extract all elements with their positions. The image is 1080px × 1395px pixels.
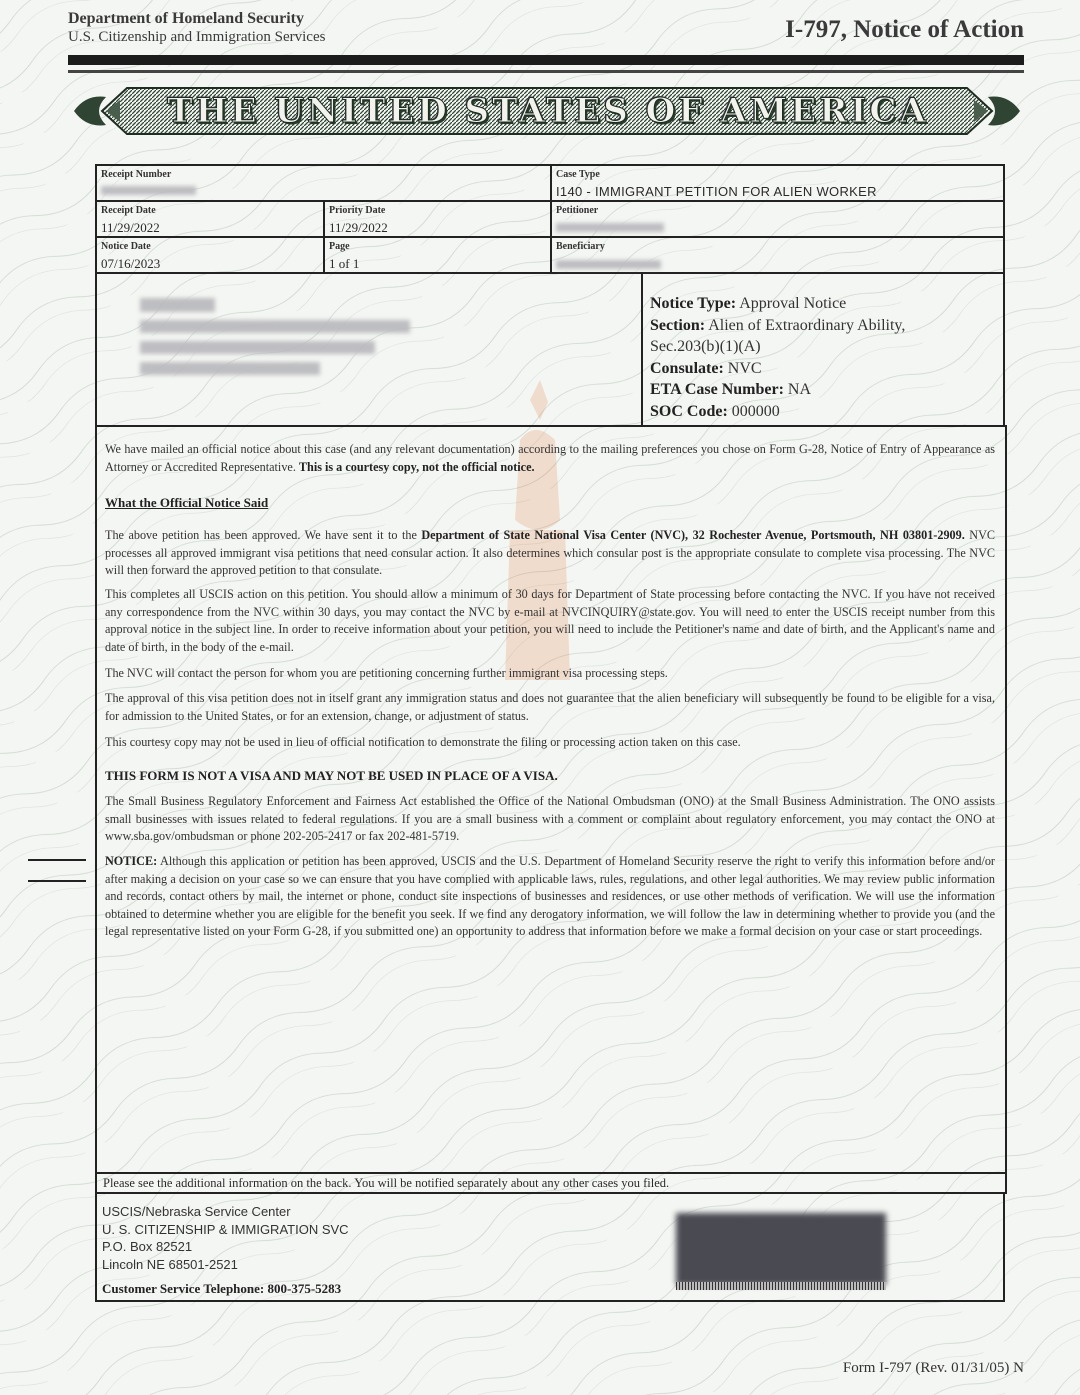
- receipt-date-cell: [97, 202, 325, 238]
- status-paragraph: The approval of this visa petition does not in itself grant any immigration status and does not guarantee that the alien beneficiary will subsequently be found to be eligible for a visa, for admission to the United States, or for an extension, change, or adjustment of status.: [105, 691, 995, 723]
- eta-value: NA: [787, 381, 812, 398]
- receipt-date-value: 11/29/2022: [101, 220, 160, 235]
- approval-text-start: The above petition has been approved. We have sent it to the: [105, 528, 417, 542]
- banner-text: THE UNITED STATES OF AMERICA: [167, 91, 929, 131]
- beneficiary-label: Beneficiary: [556, 241, 605, 252]
- form-number: Form I-797 (Rev. 01/31/05) N: [842, 1360, 1024, 1376]
- priority-date-cell: [325, 202, 552, 238]
- priority-date-label: Priority Date: [329, 205, 386, 216]
- page-cell: [325, 238, 552, 272]
- case-type-cell: [552, 166, 1003, 202]
- consulate-value: NVC: [727, 359, 762, 377]
- intro-paragraph: [105, 441, 995, 476]
- case-info-table: [95, 164, 1005, 274]
- page-label: Page: [329, 241, 350, 252]
- nvc-address: Department of State National Visa Center (NVC), 32 Rochester Avenue, Portsmouth, NH 03801-2909.: [421, 528, 965, 542]
- nvc-contact-paragraph: The NVC will contact the person for whom you are petitioning concerning further immigrant visa processing steps.: [105, 666, 668, 680]
- recipient-city-redacted: [140, 362, 320, 375]
- header-rule-thin: [68, 70, 1024, 73]
- address-line: U. S. CITIZENSHIP & IMMIGRATION SVC: [102, 1221, 349, 1237]
- recipient-address2-redacted: [140, 341, 375, 354]
- beneficiary-redacted: [556, 260, 661, 269]
- section-label: Section:: [650, 316, 706, 334]
- notice-type-block: [650, 293, 990, 422]
- recipient-address-redacted: [140, 320, 410, 333]
- form-title: I-797, Notice of Action: [785, 16, 1024, 43]
- case-type-value: I140 - IMMIGRANT PETITION FOR ALIEN WORKER: [556, 184, 877, 199]
- customer-service-phone: Customer Service Telephone: 800-375-5283: [102, 1281, 342, 1296]
- additional-info-bar: Please see the additional information on the back. You will be notified separately about any other cases you filed.: [95, 1172, 1007, 1194]
- courtesy-paragraph: This courtesy copy may not be used in lieu of official notification to demonstrate the filing or processing action taken on this case.: [105, 735, 741, 749]
- receipt-number-redacted: [101, 186, 196, 195]
- notice-type-label: Notice Type:: [650, 295, 737, 312]
- barcode-redacted: [676, 1213, 886, 1285]
- sbrefa-paragraph: The Small Business Regulatory Enforcement and Fairness Act established the Office of the National Ombudsman (ONO) at the Small Business Administration. The ONO assists small businesses with issues related to federal regulations. If you are a small business with a comment or complaint about regulatory enforcement, you may contact the ONO at www.sba.gov/ombudsman or phone 202-205-2417 or fax 202-481-5719.: [105, 794, 995, 843]
- notice-type-line: [650, 293, 990, 315]
- address-line: USCIS/Nebraska Service Center: [102, 1204, 291, 1219]
- barcode: [676, 1282, 886, 1290]
- intro-text: We have mailed an official notice about this case (and any relevant documentation) according to the mailing preferences you chose on Form G-28, Notice of Entry of Appearance as Attorney or Accredited Representative.: [105, 442, 995, 474]
- eta-line: [650, 379, 990, 401]
- approval-paragraph: [105, 527, 995, 580]
- receipt-date-label: Receipt Date: [101, 205, 156, 216]
- completion-paragraph: This completes all USCIS action on this petition. You should allow a minimum of 30 days for Department of State processing before contacting the NVC. If you have not received any correspondence from the NVC within 30 days, you may contact the NVC by e-mail at NVCINQUIRY@state.gov. You will need to enter the USCIS receipt number from this approval notice in the subject line. In order to receive information about your petition, you will need to include the Petitioner's name and date of birth, and the Applicant's name and date of birth, in the body of the e-mail.: [105, 587, 995, 654]
- notice-date-cell: [97, 238, 325, 272]
- petitioner-redacted: [556, 223, 664, 232]
- notice-label: NOTICE:: [105, 854, 158, 868]
- approval-text-end: NVC processes all approved immigrant visa petitions that need consular action. It also determines which consular post is the appropriate consulate to complete visa processing. The NVC will then forward the approved petition to that consulate.: [105, 528, 996, 577]
- page-value: 1 of 1: [329, 256, 360, 271]
- header-rule: [68, 55, 1024, 65]
- consulate-label: Consulate:: [650, 359, 724, 377]
- notice-type-value: Approval Notice: [739, 295, 847, 312]
- notice-date-label: Notice Date: [101, 241, 151, 252]
- soc-line: [650, 401, 990, 423]
- notice-date-value: 07/16/2023: [101, 256, 161, 271]
- margin-mark-bottom: [28, 880, 86, 882]
- section-value: Alien of Extraordinary Ability,: [708, 316, 906, 334]
- agency-name: U.S. Citizenship and Immigration Services: [68, 29, 326, 45]
- priority-date-value: 11/29/2022: [329, 220, 388, 235]
- service-center-address: [102, 1203, 349, 1273]
- soc-label: SOC Code:: [650, 402, 728, 420]
- section-heading: What the Official Notice Said: [105, 495, 269, 510]
- case-type-label: Case Type: [556, 169, 600, 180]
- receipt-number-cell: [97, 166, 552, 202]
- recipient-name-redacted: [140, 298, 215, 312]
- section-line: [650, 315, 990, 337]
- address-line: P.O. Box 82521: [102, 1239, 193, 1254]
- not-a-visa-warning: THIS FORM IS NOT A VISA AND MAY NOT BE USED IN PLACE OF A VISA.: [105, 768, 558, 783]
- courtesy-copy-note: This is a courtesy copy, not the official notice.: [298, 459, 535, 474]
- consulate-line: [650, 358, 990, 380]
- eta-label: ETA Case Number:: [650, 381, 784, 398]
- notice-text: Although this application or petition has been approved, USCIS and the U.S. Department of Homeland Security reserve the right to verify this information before and/or after making a decision on your case so we can ensure that you have complied with applicable laws, rules, regulations, and other legal authorities. We may review public information and records, contact others by mail, the internet or phone, conduct site inspections of businesses and residences, or use other methods of verification. We will use the information obtained to determine whether you are eligible for the benefit you seek. If we find any derogatory information, we will follow the law in determining whether to provide you (and the legal representative listed on your Form G-28, if you submitted one) an opportunity to address that information before we make a formal decision on your case or start proceedings.: [105, 854, 995, 938]
- beneficiary-cell: [552, 238, 1003, 272]
- soc-value: 000000: [731, 402, 780, 420]
- margin-mark-top: [28, 859, 86, 861]
- verification-notice: [105, 853, 995, 941]
- address-line: Lincoln NE 68501-2521: [102, 1256, 238, 1272]
- petitioner-cell: [552, 202, 1003, 238]
- receipt-number-label: Receipt Number: [101, 169, 172, 180]
- address-divider: [641, 272, 643, 425]
- section-code: Sec.203(b)(1)(A): [650, 338, 761, 355]
- department-name: Department of Homeland Security: [68, 10, 304, 27]
- petitioner-label: Petitioner: [556, 205, 599, 216]
